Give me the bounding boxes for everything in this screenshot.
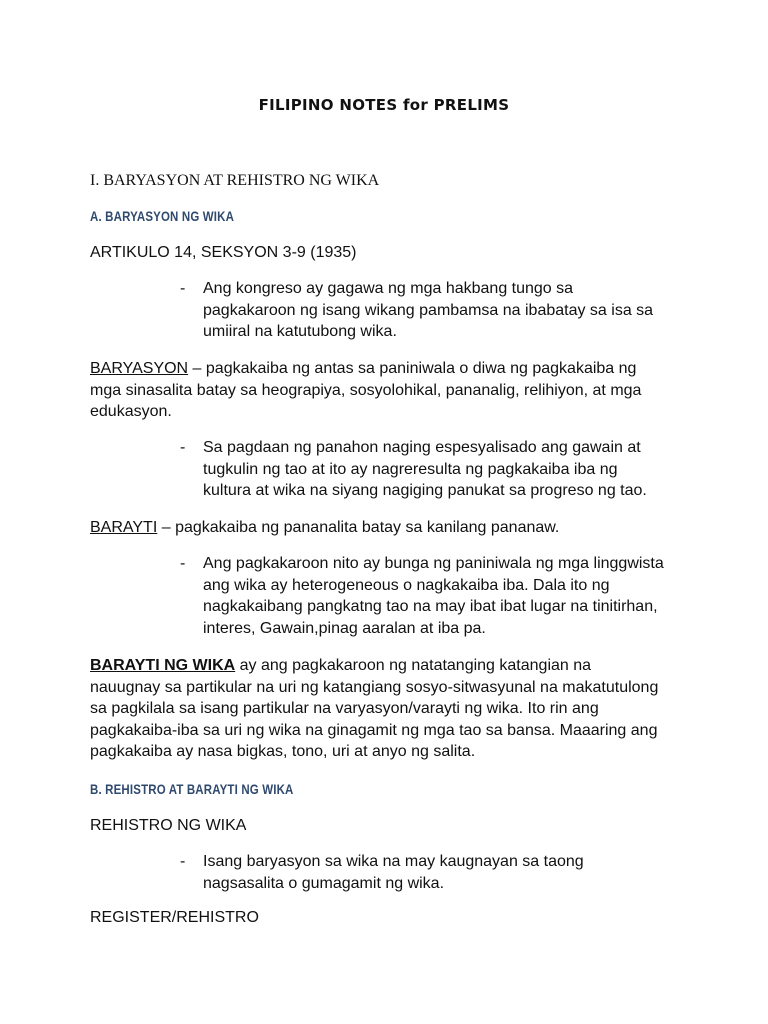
bullet-line: Ang kongreso ay gagawa ng mga hakbang tungo sa	[203, 280, 574, 297]
definition-text: mga sinasalita batay sa heograpiya, sosyolohikal, pananalig, relihiyon, at mga	[90, 381, 642, 399]
term-barayti: BARAYTI	[90, 519, 158, 536]
definition-text: ay ang pagkakaroon ng natatanging katangian na	[235, 657, 592, 674]
bullet-line: nagkakaibang pangkatng tao na may ibat ibat lugar na tinitirhan,	[203, 598, 658, 615]
page-title: FILIPINO NOTES for PRELIMS	[258, 96, 510, 114]
term-baryasyon: BARYASYON	[90, 360, 189, 377]
definition-text: – pagkakaiba ng antas sa paniniwala o diwa ng pagkakaiba ng	[188, 360, 637, 377]
bullet-linggwista	[180, 553, 680, 639]
definition-text: pagkakaiba-iba sa uri ng wika na ginagamit ng mga tao sa bansa. Maaaring ang	[90, 721, 658, 739]
bullet-line: Ang pagkakaroon nito ay bunga ng paniniwala ng mga linggwista	[203, 555, 664, 572]
bullet-line: tugkulin ng tao at ito ay nagreresulta ng pagkakaiba iba ng	[203, 460, 618, 478]
bullet-line: kultura at wika na siyang nagiging panukat sa progreso ng tao.	[203, 482, 647, 499]
bullet-panahon	[180, 437, 680, 502]
definition-text: nauugnay sa partikular na uri ng katangiang sosyo-sitwasyunal na makatutulong	[90, 678, 659, 696]
definition-text: sa pagkilala sa isang partikular na varyasyon/varayti ng wika. Ito rin ang	[90, 700, 599, 717]
bullet-kongreso	[180, 278, 680, 343]
bullet-line: Sa pagdaan ng panahon naging espesyalisado ang gawain at	[203, 439, 641, 456]
bullet-rehistro	[180, 851, 680, 894]
bullet-line: Isang baryasyon sa wika na may kaugnayan sa taong	[203, 853, 584, 870]
definition-text: pagkakaiba ay nasa bigkas, tono, uri at anyo ng salita.	[90, 743, 476, 760]
bullet-line: umiiral na katutubong wika.	[203, 323, 397, 340]
register-heading: REGISTER/REHISTRO	[90, 909, 259, 926]
term-barayti-ng-wika: BARAYTI NG WIKA	[90, 657, 236, 674]
rehistro-heading: REHISTRO NG WIKA	[90, 817, 247, 834]
bullet-line: interes, Gawain,pinag aaralan at iba pa.	[203, 619, 486, 637]
bullet-line: pagkakaroon ng isang wikang pambamsa na ibabatay sa isa sa	[203, 301, 654, 319]
subheading-b: B. REHISTRO AT BARAYTI NG WIKA	[90, 781, 294, 797]
paragraph-barayti-ng-wika	[90, 655, 690, 763]
subheading-a: A. BARYASYON NG WIKA	[90, 208, 235, 224]
definition-text: – pagkakaiba ng pananalita batay sa kanilang pananaw.	[157, 519, 560, 536]
bullet-dash: -	[180, 555, 186, 572]
bullet-dash: -	[180, 439, 186, 456]
paragraph-barayti	[90, 517, 690, 539]
bullet-dash: -	[180, 853, 186, 870]
bullet-dash: -	[180, 280, 186, 297]
paragraph-baryasyon	[90, 358, 690, 423]
article-heading: ARTIKULO 14, SEKSYON 3-9 (1935)	[90, 244, 357, 261]
bullet-line: nagsasalita o gumagamit ng wika.	[203, 874, 445, 892]
bullet-line: ang wika ay heterogeneous o nagkakaiba iba. Dala ito ng	[203, 576, 610, 594]
definition-text: edukasyon.	[90, 403, 172, 420]
section-heading: I. BARYASYON AT REHISTRO NG WIKA	[90, 172, 380, 189]
